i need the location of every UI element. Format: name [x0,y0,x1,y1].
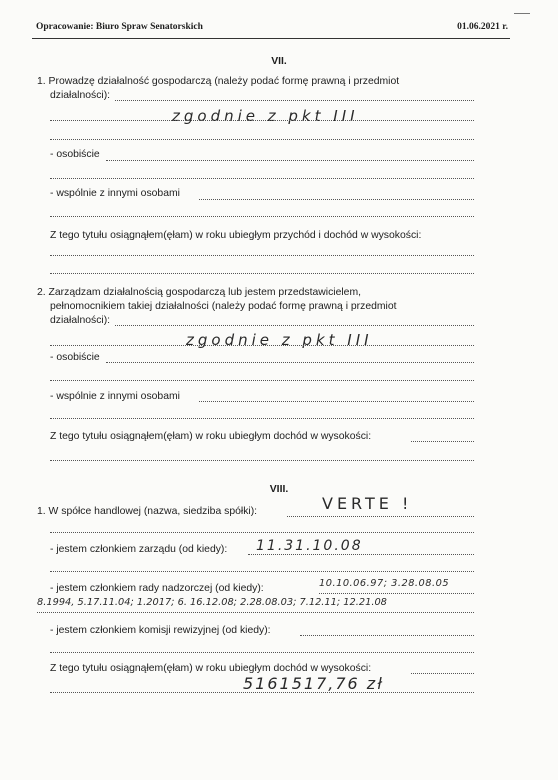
section8-income-line [411,673,474,674]
item2-label-line2: pełnomocnikiem takiej działalności (należy podać formę prawną i przedmiot [50,301,397,312]
item1-joint-line [199,199,474,200]
item1-income-line-1 [50,255,474,256]
company-line-2 [50,532,474,533]
item1-label-line2: działalności): [50,90,111,101]
audit-line-2 [50,652,474,653]
company-label: 1. W spółce handlowej (nazwa, siedziba spółki): [37,506,258,517]
audit-label: - jestem członkiem komisji rewizyjnej (od kiedy): [50,625,271,636]
audit-line [300,635,474,636]
header-divider [32,38,510,39]
item2-personal-label: - osobiście [50,352,100,363]
section8-income-line-2 [50,692,474,693]
scan-mark [514,13,530,14]
item2-income-line-2 [50,460,474,461]
supervisory-line [319,593,474,594]
item2-blank-line-1 [50,345,474,346]
item2-label-line3: działalności): [50,315,111,326]
item2-handwritten-answer: zgodnie z pkt III [186,331,373,349]
supervisory-line-2 [37,612,474,613]
item1-personal-label: - osobiście [50,149,100,160]
item1-joint-label: - wspólnie z innymi osobami [50,188,180,199]
supervisory-label: - jestem członkiem rady nadzorczej (od kiedy): [50,583,264,594]
supervisory-handwritten-1: 10.10.06.97; 3.28.08.05 [319,578,450,589]
company-handwritten: VERTE ! [322,494,413,513]
board-line-2 [50,571,474,572]
item2-joint-line [199,401,474,402]
header-author: Opracowanie: Biuro Spraw Senatorskich [36,22,203,32]
item2-personal-line [106,362,474,363]
board-handwritten: 11.31.10.08 [256,538,363,554]
item1-blank-line-2 [50,139,474,140]
section8-income-handwritten: 5161517,76 zł [243,674,384,693]
item2-personal-line-2 [50,380,474,381]
board-line [248,554,474,555]
item1-answer-line [115,100,474,101]
item2-joint-line-2 [50,418,474,419]
item2-label-line1: 2. Zarządzam działalnością gospodarczą lub jestem przedstawicielem, [37,287,361,298]
supervisory-handwritten-2: 8.1994, 5.17.11.04; 1.2017; 6. 16.12.08; 2.28.08.03; 7.12.11; 12.21.08 [37,597,387,608]
item1-personal-line-2 [50,178,474,179]
header-date: 01.06.2021 r. [457,22,508,32]
section-vii-title: VII. [271,56,287,67]
section-viii-title: VIII. [269,484,289,495]
item1-label-line1: 1. Prowadzę działalność gospodarczą (należy podać formę prawną i przedmiot [37,76,400,87]
item2-income-line [411,441,474,442]
item2-income-label: Z tego tytułu osiągnąłem(ęłam) w roku ubiegłym dochód w wysokości: [50,431,372,442]
page-header [36,22,508,36]
section8-income-label: Z tego tytułu osiągnąłem(ęłam) w roku ubiegłym dochód w wysokości: [50,663,372,674]
item2-answer-line [115,325,474,326]
item2-joint-label: - wspólnie z innymi osobami [50,391,180,402]
company-line [287,516,474,517]
item1-personal-line [106,160,474,161]
item1-handwritten-answer: zgodnie z pkt III [172,107,359,125]
item1-income-label: Z tego tytułu osiągnąłem(ęłam) w roku ubiegłym przychód i dochód w wysokości: [50,230,422,241]
item1-income-line-2 [50,273,474,274]
item1-blank-line-1 [50,120,474,121]
board-label: - jestem członkiem zarządu (od kiedy): [50,544,228,555]
item1-joint-line-2 [50,216,474,217]
